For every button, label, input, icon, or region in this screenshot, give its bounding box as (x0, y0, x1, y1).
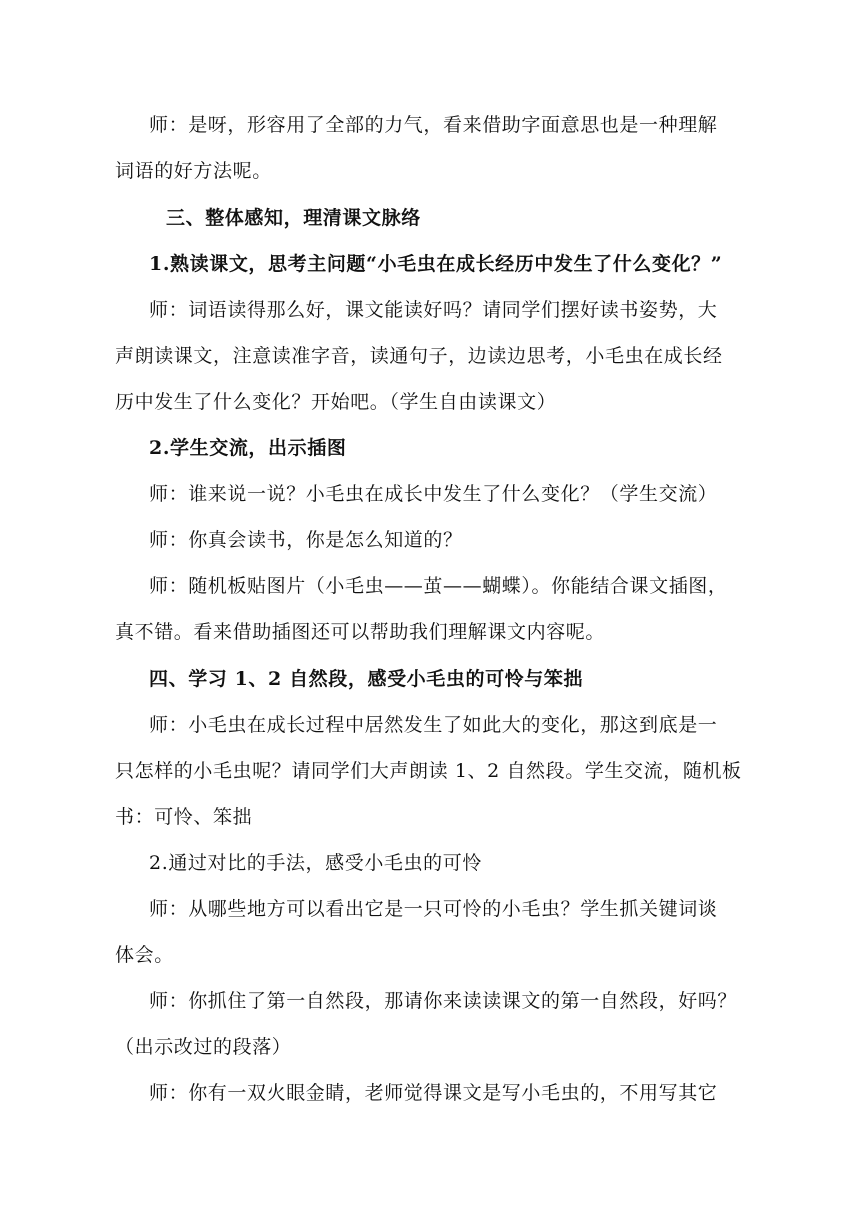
paragraph-line: 历中发生了什么变化？开始吧。（学生自由读课文） (115, 391, 557, 413)
subsection-heading: 1.熟读课文，思考主问题“小毛虫在成长经历中发生了什么变化？” (149, 253, 723, 275)
paragraph-line: 师：你真会读书，你是怎么知道的？ (149, 529, 463, 551)
paragraph-line: 师：是呀，形容用了全部的力气，看来借助字面意思也是一种理解 (149, 114, 718, 136)
paragraph-line: 师：谁来说一说？小毛虫在成长中发生了什么变化？（学生交流） (149, 483, 718, 505)
paragraph-line: 只怎样的小毛虫呢？请同学们大声朗读 1、2 自然段。学生交流，随机板 (115, 760, 742, 782)
section-heading: 三、整体感知，理清课文脉络 (166, 207, 421, 229)
paragraph-line: 师：词语读得那么好，课文能读好吗？请同学们摆好读书姿势，大 (149, 299, 718, 321)
paragraph-line: 声朗读课文，注意读准字音，读通句子，边读边思考，小毛虫在成长经 (115, 345, 723, 367)
paragraph-line: 师：小毛虫在成长过程中居然发生了如此大的变化，那这到底是一 (149, 714, 718, 736)
section-heading: 四、学习 1、2 自然段，感受小毛虫的可怜与笨拙 (149, 668, 584, 690)
subsection-heading: 2.通过对比的手法，感受小毛虫的可怜 (149, 852, 482, 874)
subsection-heading: 2.学生交流，出示插图 (149, 437, 347, 459)
paragraph-line: 师：随机板贴图片（小毛虫——茧——蝴蝶）。你能结合课文插图， (149, 575, 728, 597)
paragraph-line: 词语的好方法呢。 (115, 160, 272, 182)
paragraph-line: 师：你抓住了第一自然段，那请你来读读课文的第一自然段，好吗？ (149, 990, 738, 1012)
paragraph-line: 体会。 (115, 944, 174, 966)
paragraph-line: 书：可怜、笨拙 (115, 806, 253, 828)
paragraph-line: 师：从哪些地方可以看出它是一只可怜的小毛虫？学生抓关键词谈 (149, 898, 718, 920)
paragraph-line: 师：你有一双火眼金睛，老师觉得课文是写小毛虫的，不用写其它 (149, 1082, 718, 1104)
paragraph-line: （出示改过的段落） (115, 1036, 292, 1058)
paragraph-line: 真不错。看来借助插图还可以帮助我们理解课文内容呢。 (115, 621, 606, 643)
